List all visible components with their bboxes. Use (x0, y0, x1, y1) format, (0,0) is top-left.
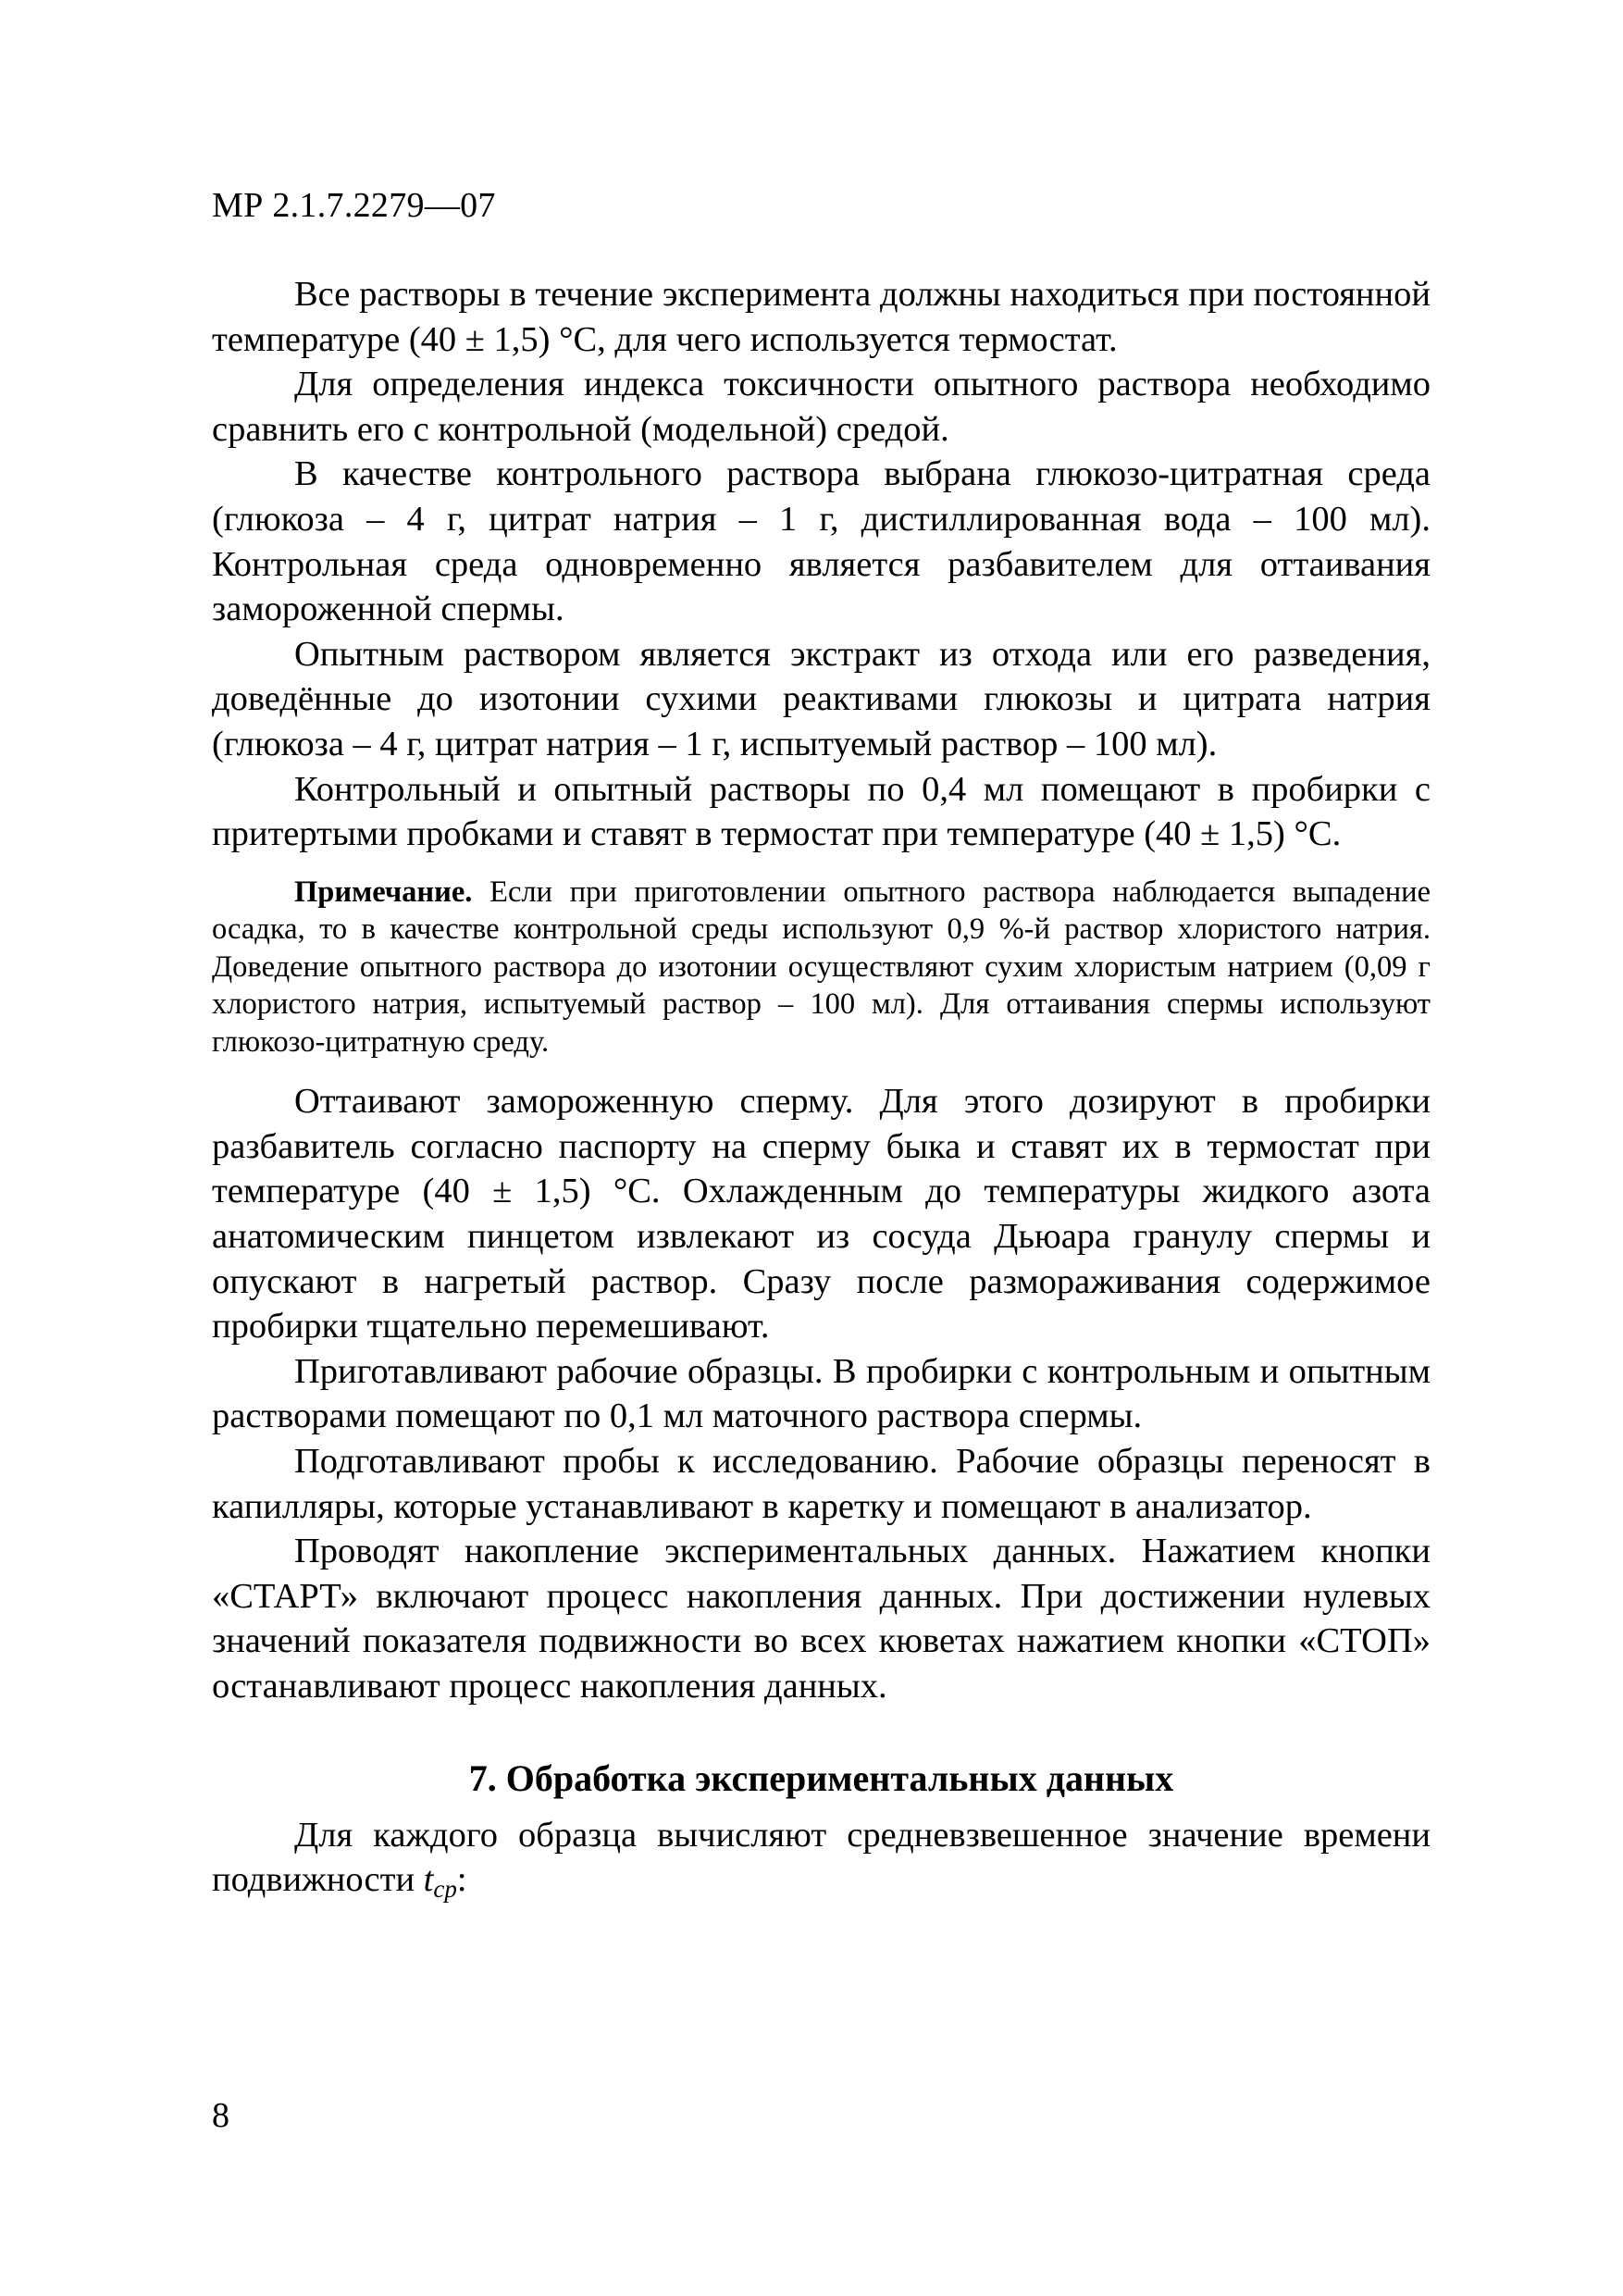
section-intro-text: Для каждого образца вычисляют средневзвешенное значение времени подвижности (212, 1815, 1431, 1900)
note-label: Примечание. (294, 875, 473, 909)
paragraph-sample-preparation: Подготавливают пробы к исследованию. Рабочие образцы переносят в капилляры, которые устанавливают в каретку и помещают в анализатор. (212, 1441, 1431, 1526)
section-heading: 7. Обработка экспериментальных данных (468, 1756, 1174, 1799)
paragraph-working-samples: Приготавливают рабочие образцы. В пробирки с контрольным и опытным растворами помещают по 0,1 мл маточного раствора спермы. (212, 1351, 1431, 1436)
paragraph-temperature: Все растворы в течение эксперимента должны находиться при постоянной температуре (40 ± 1,5) °С, для чего используется термостат. (212, 275, 1431, 359)
note-block (212, 874, 1431, 1061)
paragraph-data-accumulation: Проводят накопление экспериментальных данных. Нажатием кнопки «СТАРТ» включают процесс накопления данных. При достижении нулевых значений показателя подвижности во всех кюветах нажатием кнопки «СТОП» останавливают процесс накопления данных. (212, 1532, 1431, 1706)
time-symbol (423, 1860, 457, 1904)
page-number: 8 (212, 2096, 229, 2135)
note-text: Если при приготовлении опытного раствора наблюдается выпадение осадка, то в качестве контрольной среды используют 0,9 %-й раствор хлористого натрия. Доведение опытного раствора до изотонии осуществляют сухим хлористым натрием (0,09 г хлористого натрия, испытуемый раствор – 100 мл). Для оттаивания спермы используют глюкозо-цитратную среду. (212, 875, 1431, 1059)
paragraph-control-solution: В качестве контрольного раствора выбрана глюкозо-цитратная среда (глюкоза – 4 г, цитрат натрия – 1 г, дистиллированная вода – 100 мл). Контрольная среда одновременно является разбавителем для оттаивания замороженной спермы. (212, 454, 1431, 629)
time-symbol-letter: t (423, 1860, 434, 1900)
time-symbol-subscript: ср (433, 1875, 457, 1904)
paragraph-test-solution: Опытным раствором является экстракт из отхода или его разведения, доведённые до изотонии сухими реактивами глюкозы и цитрата натрия (глюкоза – 4 г, цитрат натрия – 1 г, испытуемый раствор – 100 мл). (212, 634, 1431, 763)
paragraph-thawing: Оттаивают замороженную сперму. Для этого дозируют в пробирки разбавитель согласно паспорту на сперму быка и ставят их в термостат при температуре (40 ± 1,5) °С. Охлажденным до температуры жидкого азота анатомическим пинцетом извлекают из сосуда Дьюара гранулу спермы и опускают в нагретый раствор. Сразу после размораживания содержимое пробирки тщательно перемешивают. (212, 1082, 1431, 1347)
paragraph-tubes: Контрольный и опытный растворы по 0,4 мл помещают в пробирки с притертыми пробками и ставят в термостат при температуре (40 ± 1,5) °С. (212, 769, 1431, 854)
paragraph-toxicity-index: Для определения индекса токсичности опытного раствора необходимо сравнить его с контрольной (модельной) средой. (212, 365, 1431, 449)
document-code-header: МР 2.1.7.2279—07 (212, 186, 496, 225)
paragraph-weighted-time (212, 1813, 1431, 1903)
page-body (212, 272, 1431, 1903)
section-intro-end: : (456, 1860, 467, 1900)
